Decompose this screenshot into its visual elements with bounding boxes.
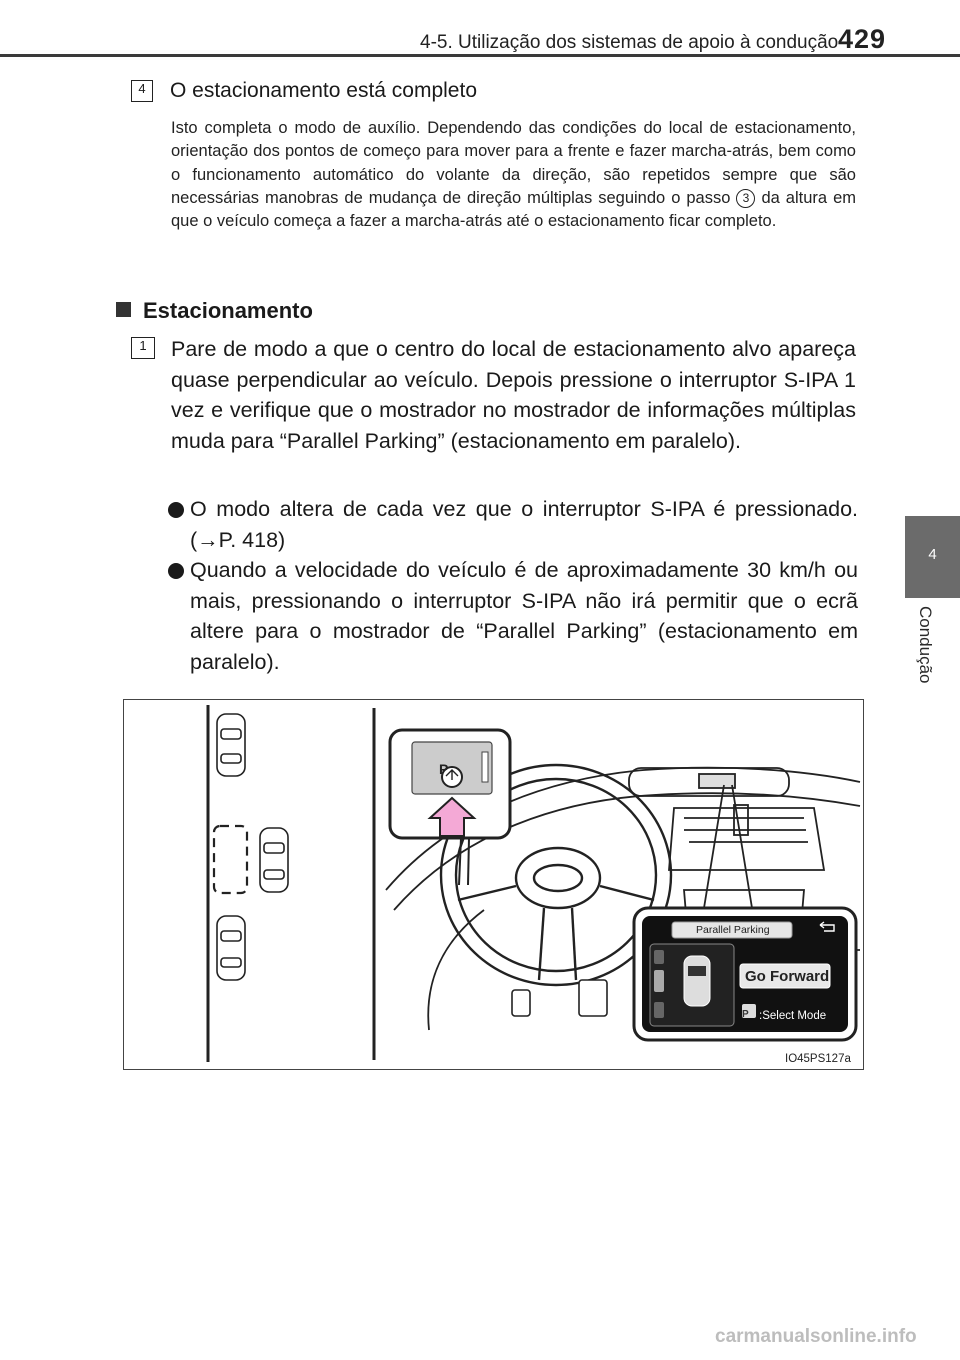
- car-top-view-icon: [217, 714, 245, 776]
- step-marker-1: [131, 337, 155, 359]
- display-go-forward-button: Go Forward: [745, 968, 830, 985]
- header-title: 4-5. Utilização dos sistemas de apoio à condução: [420, 32, 839, 53]
- section-title: Estacionamento: [143, 298, 313, 323]
- chapter-label-text: Condução: [916, 606, 935, 684]
- bullet-text: O modo altera de cada vez que o interruptor S-IPA é pressionado. (→P. 418): [190, 497, 858, 552]
- section-heading: [116, 298, 313, 324]
- chapter-tab-number: 4: [928, 546, 937, 563]
- target-parking-space: [214, 826, 247, 893]
- step4-paragraph-text: Isto completa o modo de auxílio. Dependendo das condições do local de estacionamento, orientação dos pontos de começo para mover para a frente e fazer marcha-atrás, bem como o funcionamento automático do volante da direção, são repetidos sempre que são necessárias manobras de mudança de direção múltiplas seguindo o passo: [171, 119, 856, 207]
- figure-drawing: [124, 700, 863, 1069]
- step4-heading: O estacionamento está completo: [170, 79, 478, 102]
- step-marker-4: [131, 80, 153, 102]
- step1-paragraph: Pare de modo a que o centro do local de estacionamento alvo apareça quase perpendicular ao veículo. Depois pressione o interruptor S-IPA 1 vez e verifique que o mostrador no mostrador de informações múltiplas muda para “Parallel Parking” (estacionamento em paralelo).: [171, 337, 856, 453]
- car-top-view-icon: [217, 916, 245, 980]
- bullet-dot-icon: [168, 502, 184, 518]
- watermark: carmanualsonline.info: [715, 1326, 917, 1347]
- display-title: Parallel Parking: [696, 924, 770, 936]
- bullet-item: [168, 555, 858, 677]
- switch-panel-inset: [390, 730, 510, 838]
- switch-label: P: [439, 761, 449, 777]
- step4-paragraph-text-2: da altura em que o veículo começa a fazer a marcha-atrás até o estacionamento ficar completo.: [171, 188, 857, 231]
- bullet-text: Quando a velocidade do veículo é de aproximadamente 30 km/h ou mais, pressionando o interruptor S-IPA não irá permitir que o ecrã altere para o mostrador de “Parallel Parking” (estacionamento em paralelo).: [190, 558, 858, 674]
- header-rule: [0, 54, 960, 57]
- chapter-label: [915, 606, 951, 706]
- step-ref-3: 3: [736, 189, 755, 208]
- step-marker-4-number: 4: [138, 81, 146, 96]
- display-select-mode-icon: P: [742, 1009, 749, 1020]
- figure-caption: IO45PS127a: [785, 1053, 851, 1065]
- car-top-view-icon: [260, 828, 288, 892]
- bullet-item: [168, 494, 858, 555]
- section-square-icon: [116, 302, 131, 317]
- bullet-dot-icon: [168, 563, 184, 579]
- step-marker-1-number: 1: [139, 338, 147, 353]
- display-select-mode: :Select Mode: [759, 1010, 827, 1022]
- page-number: 429: [838, 24, 887, 54]
- chapter-tab[interactable]: [905, 516, 960, 598]
- step4-paragraph: [171, 117, 856, 233]
- figure-illustration: [123, 699, 864, 1070]
